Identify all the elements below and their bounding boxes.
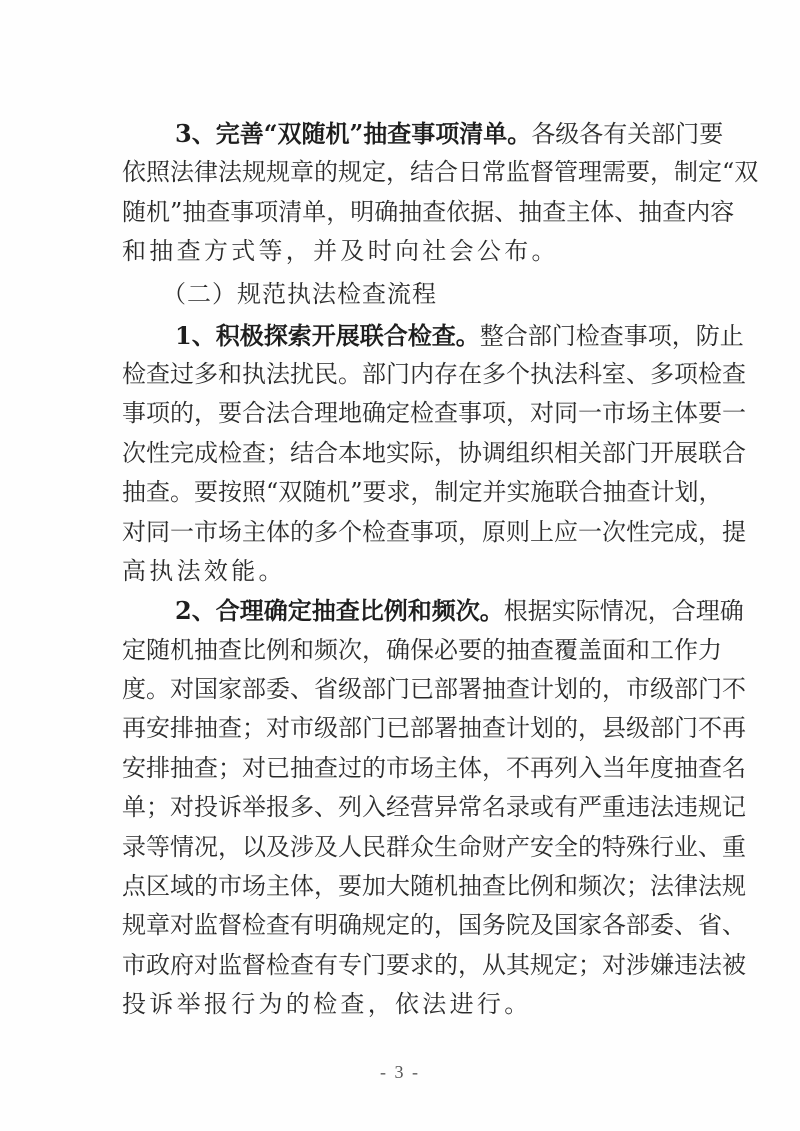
paragraph-line: 安排抽查；对已抽查过的市场主体，不再列入当年度抽查名 xyxy=(122,753,746,782)
item-title: 3、完善“双随机”抽查事项清单。 xyxy=(175,119,532,148)
paragraph-line: 录等情况，以及涉及人民群众生命财产安全的特殊行业、重 xyxy=(122,832,746,861)
paragraph-line: 检查过多和执法扰民。部门内存在多个执法科室、多项检查 xyxy=(122,359,746,388)
paragraph-line: 点区域的市场主体，要加大随机抽查比例和频次；法律法规 xyxy=(122,872,746,901)
paragraph-line: 依照法律法规规章的规定，结合日常监督管理需要，制定“双 xyxy=(122,158,759,187)
item-title: 2、合理确定抽查比例和频次。 xyxy=(175,596,504,626)
paragraph-line: 3、完善“双随机”抽查事项清单。各级各有关部门要 xyxy=(175,119,724,148)
paragraph-line: 随机”抽查事项清单，明确抽查依据、抽查主体、抽查内容 xyxy=(122,197,735,226)
paragraph-line: 抽查。要按照“双随机”要求，制定并实施联合抽查计划， xyxy=(122,478,723,507)
paragraph-line: 市政府对监督检查有专门要求的，从其规定；对涉嫌违法被 xyxy=(122,950,746,979)
section-heading: （二）规范执法检查流程 xyxy=(162,279,437,308)
item-title: 1、积极探索开展联合检查。 xyxy=(175,320,480,350)
page-number: - 3 - xyxy=(380,1062,420,1082)
paragraph-line: 单；对投诉举报多、列入经营异常名录或有严重违法违规记 xyxy=(122,793,746,822)
paragraph-line: 定随机抽查比例和频次，确保必要的抽查覆盖面和工作力 xyxy=(122,635,722,664)
paragraph-line: 和抽查方式等，并及时向社会公布。 xyxy=(122,237,559,266)
paragraph-line: 再安排抽查；对市级部门已部署抽查计划的，县级部门不再 xyxy=(122,714,746,743)
paragraph-line: 高执法效能。 xyxy=(122,556,286,585)
paragraph-line: 事项的，要合法合理地确定检查事项，对同一市场主体要一 xyxy=(122,399,746,428)
body-text xyxy=(122,114,759,1025)
paragraph-line: 规章对监督检查有明确规定的，国务院及国家各部委、省、 xyxy=(122,911,746,940)
paragraph-line: 1、积极探索开展联合检查。整合部门检查事项，防止 xyxy=(175,320,744,350)
paragraph-line: 对同一市场主体的多个检查事项，原则上应一次性完成，提 xyxy=(122,517,746,546)
paragraph-line: 2、合理确定抽查比例和频次。根据实际情况，合理确 xyxy=(175,596,744,626)
paragraph-line: 度。对国家部委、省级部门已部署抽查计划的，市级部门不 xyxy=(122,675,746,704)
paragraph-line: 次性完成检查；结合本地实际，协调组织相关部门开展联合 xyxy=(122,438,746,467)
paragraph-line: 投诉举报行为的检查，依法进行。 xyxy=(122,990,532,1019)
